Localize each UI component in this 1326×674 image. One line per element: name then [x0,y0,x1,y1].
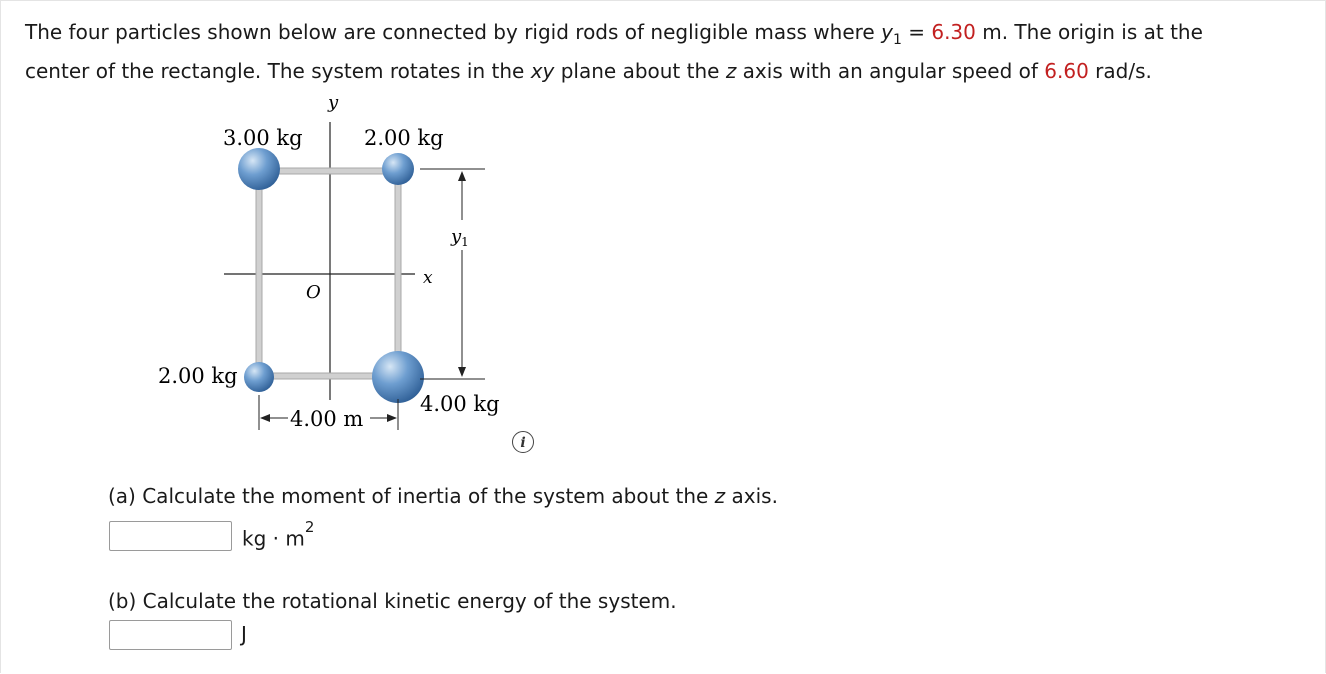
omega-value: 6.60 [1044,59,1089,83]
info-icon[interactable]: i [512,431,534,453]
answer-b-input[interactable] [109,620,232,650]
mass-label-top-left: 3.00 kg [223,126,303,150]
mass-label-top-right: 2.00 kg [364,126,444,150]
y1-value: 6.30 [931,20,976,44]
answer-a-unit: kg · $m^2$ [242,518,315,551]
problem-text-1b: m. The origin is at the [975,20,1203,44]
question-a-z: z [714,484,726,508]
mass-label-bottom-left: 2.00 kg [158,364,238,388]
problem-text-2: center of the rectangle. The system rotates in the [25,59,531,83]
problem-text-2b: plane about the [554,59,726,83]
y1-subscript: 1 [892,32,902,48]
rectangle-figure [150,85,550,465]
z-variable: z [725,59,737,83]
width-dimension-label: 4.00 m [290,407,364,431]
question-a-text-end: axis. [725,484,778,508]
x-axis-label: x [423,268,433,288]
xy-variable: xy [530,59,555,83]
figure-svg [150,85,550,465]
mass-sphere-bottom-left [244,362,274,392]
y1-dimension-label: $y_1$ [451,226,469,249]
origin-label: O [306,282,321,303]
mass-sphere-top-left [238,148,280,190]
problem-text-1: The four particles shown below are connected by rigid rods of negligible mass where [25,20,882,44]
mass-sphere-bottom-right [372,351,424,403]
mass-sphere-top-right [382,153,414,185]
answer-b-unit: J [241,622,247,646]
answer-a-input[interactable] [109,521,232,551]
problem-text-2c: axis with an angular speed of [736,59,1045,83]
question-b: (b) Calculate the rotational kinetic energy of the system. [108,589,677,613]
mass-label-bottom-right: 4.00 kg [420,392,500,416]
question-a-text: (a) Calculate the moment of inertia of the system about the [108,484,715,508]
equals-sign: = [901,20,932,44]
y1-variable: y [881,20,893,44]
question-a [108,484,778,508]
problem-text-2d: rad/s. [1088,59,1152,83]
y-axis-label: y [328,92,339,113]
